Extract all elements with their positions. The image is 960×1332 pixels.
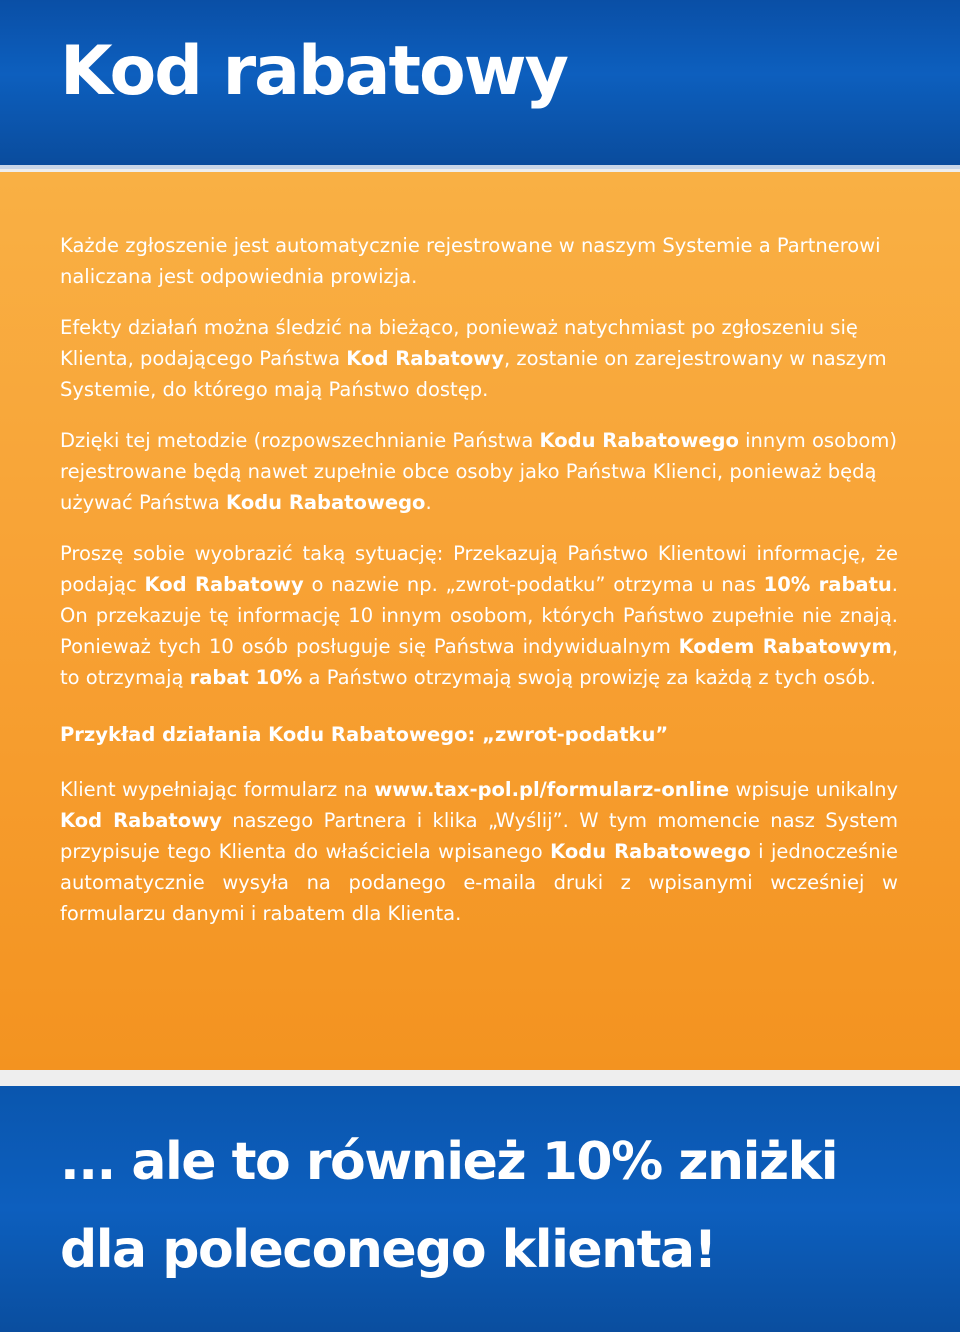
- paragraph-example: [60, 774, 898, 929]
- emphasis-discount-code: Kodu Rabatowego: [226, 491, 426, 514]
- text-span: . On przekazuje tę informację 10 innym osobom, których Państwo zupełnie nie znają. Ponieważ tych 10 osób posługuje się Państwa indywidualnym: [60, 573, 898, 658]
- text-span: Klient wypełniając formularz na: [60, 778, 375, 801]
- paragraph-registration: Każde zgłoszenie jest automatycznie rejestrowane w naszym Systemie a Partnerowi naliczana jest odpowiednia prowizja.: [60, 234, 881, 288]
- emphasis-discount-value: rabat 10%: [189, 666, 303, 689]
- emphasis-discount-code: Kod Rabatowy: [346, 347, 504, 370]
- form-url-link[interactable]: www.tax-pol.pl/formularz-online: [374, 778, 730, 801]
- paragraph-method: [60, 425, 898, 518]
- text-span: innym osobom) rejestrowane będą nawet zupełnie obce osoby jako Państwa Klienci, ponieważ będą używać Państwa: [60, 429, 897, 514]
- emphasis-discount-code: Kod Rabatowy: [60, 809, 222, 832]
- header-banner: [0, 0, 960, 169]
- footer-banner: [0, 1086, 960, 1332]
- content-panel: [0, 172, 960, 1070]
- text-span: Efekty działań można śledzić na bieżąco, ponieważ natychmiast po zgłoszeniu się Klienta, podającego Państwa: [60, 316, 858, 370]
- text-span: , to otrzymają: [60, 635, 899, 689]
- emphasis-discount-code: Kodu Rabatowego: [539, 429, 739, 452]
- paragraph-tracking: [60, 312, 898, 405]
- text-span: a Państwo otrzymają swoją prowizję za każdą z tych osób.: [302, 666, 876, 689]
- text-span: naszego Partnera i klika „Wyślij”. W tym momencie nasz System przypisuje tego Klienta do właściciela wpisanego: [60, 809, 898, 863]
- slogan-line-2: dla poleconego klienta!: [60, 1220, 716, 1280]
- emphasis-discount-code: Kod Rabatowy: [144, 573, 304, 596]
- text-span: o nazwie np. „zwrot-podatku” otrzyma u nas: [303, 573, 764, 596]
- text-span: Proszę sobie wyobrazić taką sytuację: Przekazują Państwo Klientowi informację, że podając: [60, 542, 898, 596]
- body-text: [60, 230, 898, 949]
- text-span: , zostanie on zarejestrowany w naszym Systemie, do którego mają Państwo dostęp.: [60, 347, 887, 401]
- emphasis-discount-value: 10% rabatu: [763, 573, 892, 596]
- emphasis-discount-code: Kodem Rabatowym: [678, 635, 892, 658]
- text-span: Dzięki tej metodzie (rozpowszechnianie Państwa: [60, 429, 540, 452]
- page-title: Kod rabatowy: [60, 32, 567, 111]
- emphasis-discount-code: Kodu Rabatowego: [550, 840, 751, 863]
- text-span: i jednocześnie automatycznie wysyła na podanego e-maila druki z wpisanymi wcześniej w formularzu danymi i rabatem dla Klienta.: [60, 840, 898, 925]
- text-span: wpisuje unikalny: [729, 778, 898, 801]
- paragraph-scenario: [60, 538, 898, 693]
- slogan-line-1: ... ale to również 10% zniżki: [60, 1132, 838, 1192]
- text-span: .: [425, 491, 432, 514]
- example-heading: Przykład działania Kodu Rabatowego: „zwrot-podatku”: [60, 723, 669, 746]
